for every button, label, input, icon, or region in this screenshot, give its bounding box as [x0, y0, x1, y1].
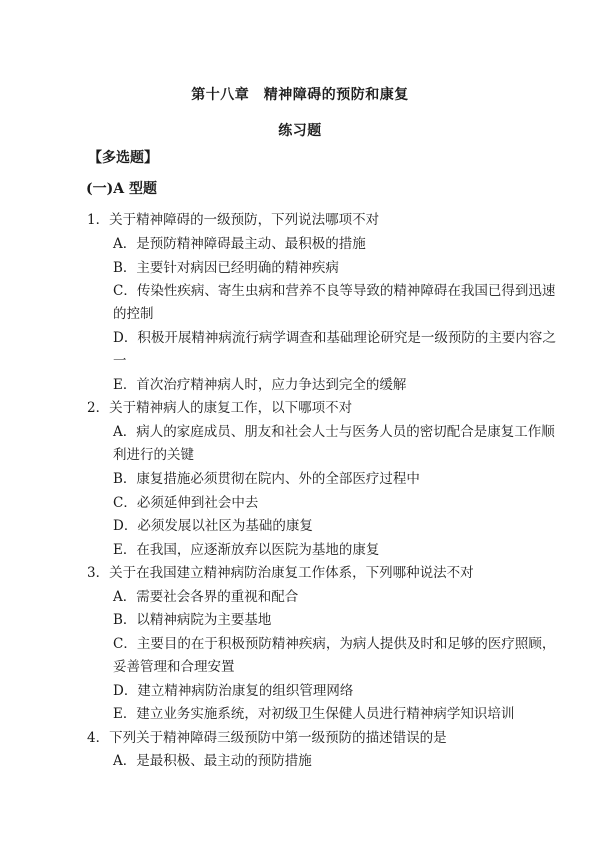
question-2-option-e: E．在我国，应逐渐放弃以医院为基地的康复	[113, 542, 380, 558]
question-3-option-e: E．建立业务实施系统，对初级卫生保健人员进行精神病学知识培训	[113, 706, 515, 722]
question-3-option-c-cont: 妥善管理和合理安置	[113, 659, 235, 675]
question-1-stem: 1．关于精神障碍的一级预防，下列说法哪项不对	[87, 212, 380, 228]
question-2-option-b: B．康复措施必须贯彻在院内、外的全部医疗过程中	[113, 471, 420, 487]
subsection-heading: (一)A 型题	[86, 181, 157, 197]
question-4-option-a: A．是最积极、最主动的预防措施	[113, 753, 312, 769]
question-1-option-d-cont: 一	[113, 353, 127, 369]
question-3-option-a: A．需要社会各界的重视和配合	[113, 589, 299, 605]
exercise-title: 练习题	[278, 123, 322, 139]
question-3-option-d: D．建立精神病防治康复的组织管理网络	[113, 683, 354, 699]
question-3-option-b: B．以精神病院为主要基地	[113, 612, 272, 628]
question-4-stem: 4．下列关于精神障碍三级预防中第一级预防的描述错误的是	[87, 730, 447, 746]
question-2-option-a: A．病人的家庭成员、朋友和社会人士与医务人员的密切配合是康复工作顺	[113, 424, 555, 440]
question-2-option-d: D．必须发展以社区为基础的康复	[113, 518, 313, 534]
chapter-title: 第十八章 精神障碍的预防和康复	[191, 87, 409, 103]
question-3-stem: 3．关于在我国建立精神病防治康复工作体系，下列哪种说法不对	[87, 565, 474, 581]
question-2-option-a-cont: 利进行的关键	[113, 447, 194, 463]
question-2-stem: 2．关于精神病人的康复工作，以下哪项不对	[87, 400, 353, 416]
question-1-option-c: C．传染性疾病、寄生虫病和营养不良等导致的精神障碍在我国已得到迅速	[113, 283, 556, 299]
question-3-option-c: C．主要目的在于积极预防精神疾病，为病人提供及时和足够的医疗照顾，	[113, 636, 556, 652]
section-heading: 【多选题】	[88, 150, 158, 166]
question-1-option-e: E．首次治疗精神病人时，应力争达到完全的缓解	[113, 377, 407, 393]
question-2-option-c: C．必须延伸到社会中去	[113, 495, 259, 511]
question-1-option-b: B．主要针对病因已经明确的精神疾病	[113, 260, 339, 276]
question-1-option-c-cont: 的控制	[113, 306, 154, 322]
question-1-option-a: A．是预防精神障碍最主动、最积极的措施	[113, 236, 366, 252]
question-1-option-d: D．积极开展精神病流行病学调查和基础理论研究是一级预防的主要内容之	[113, 330, 556, 346]
